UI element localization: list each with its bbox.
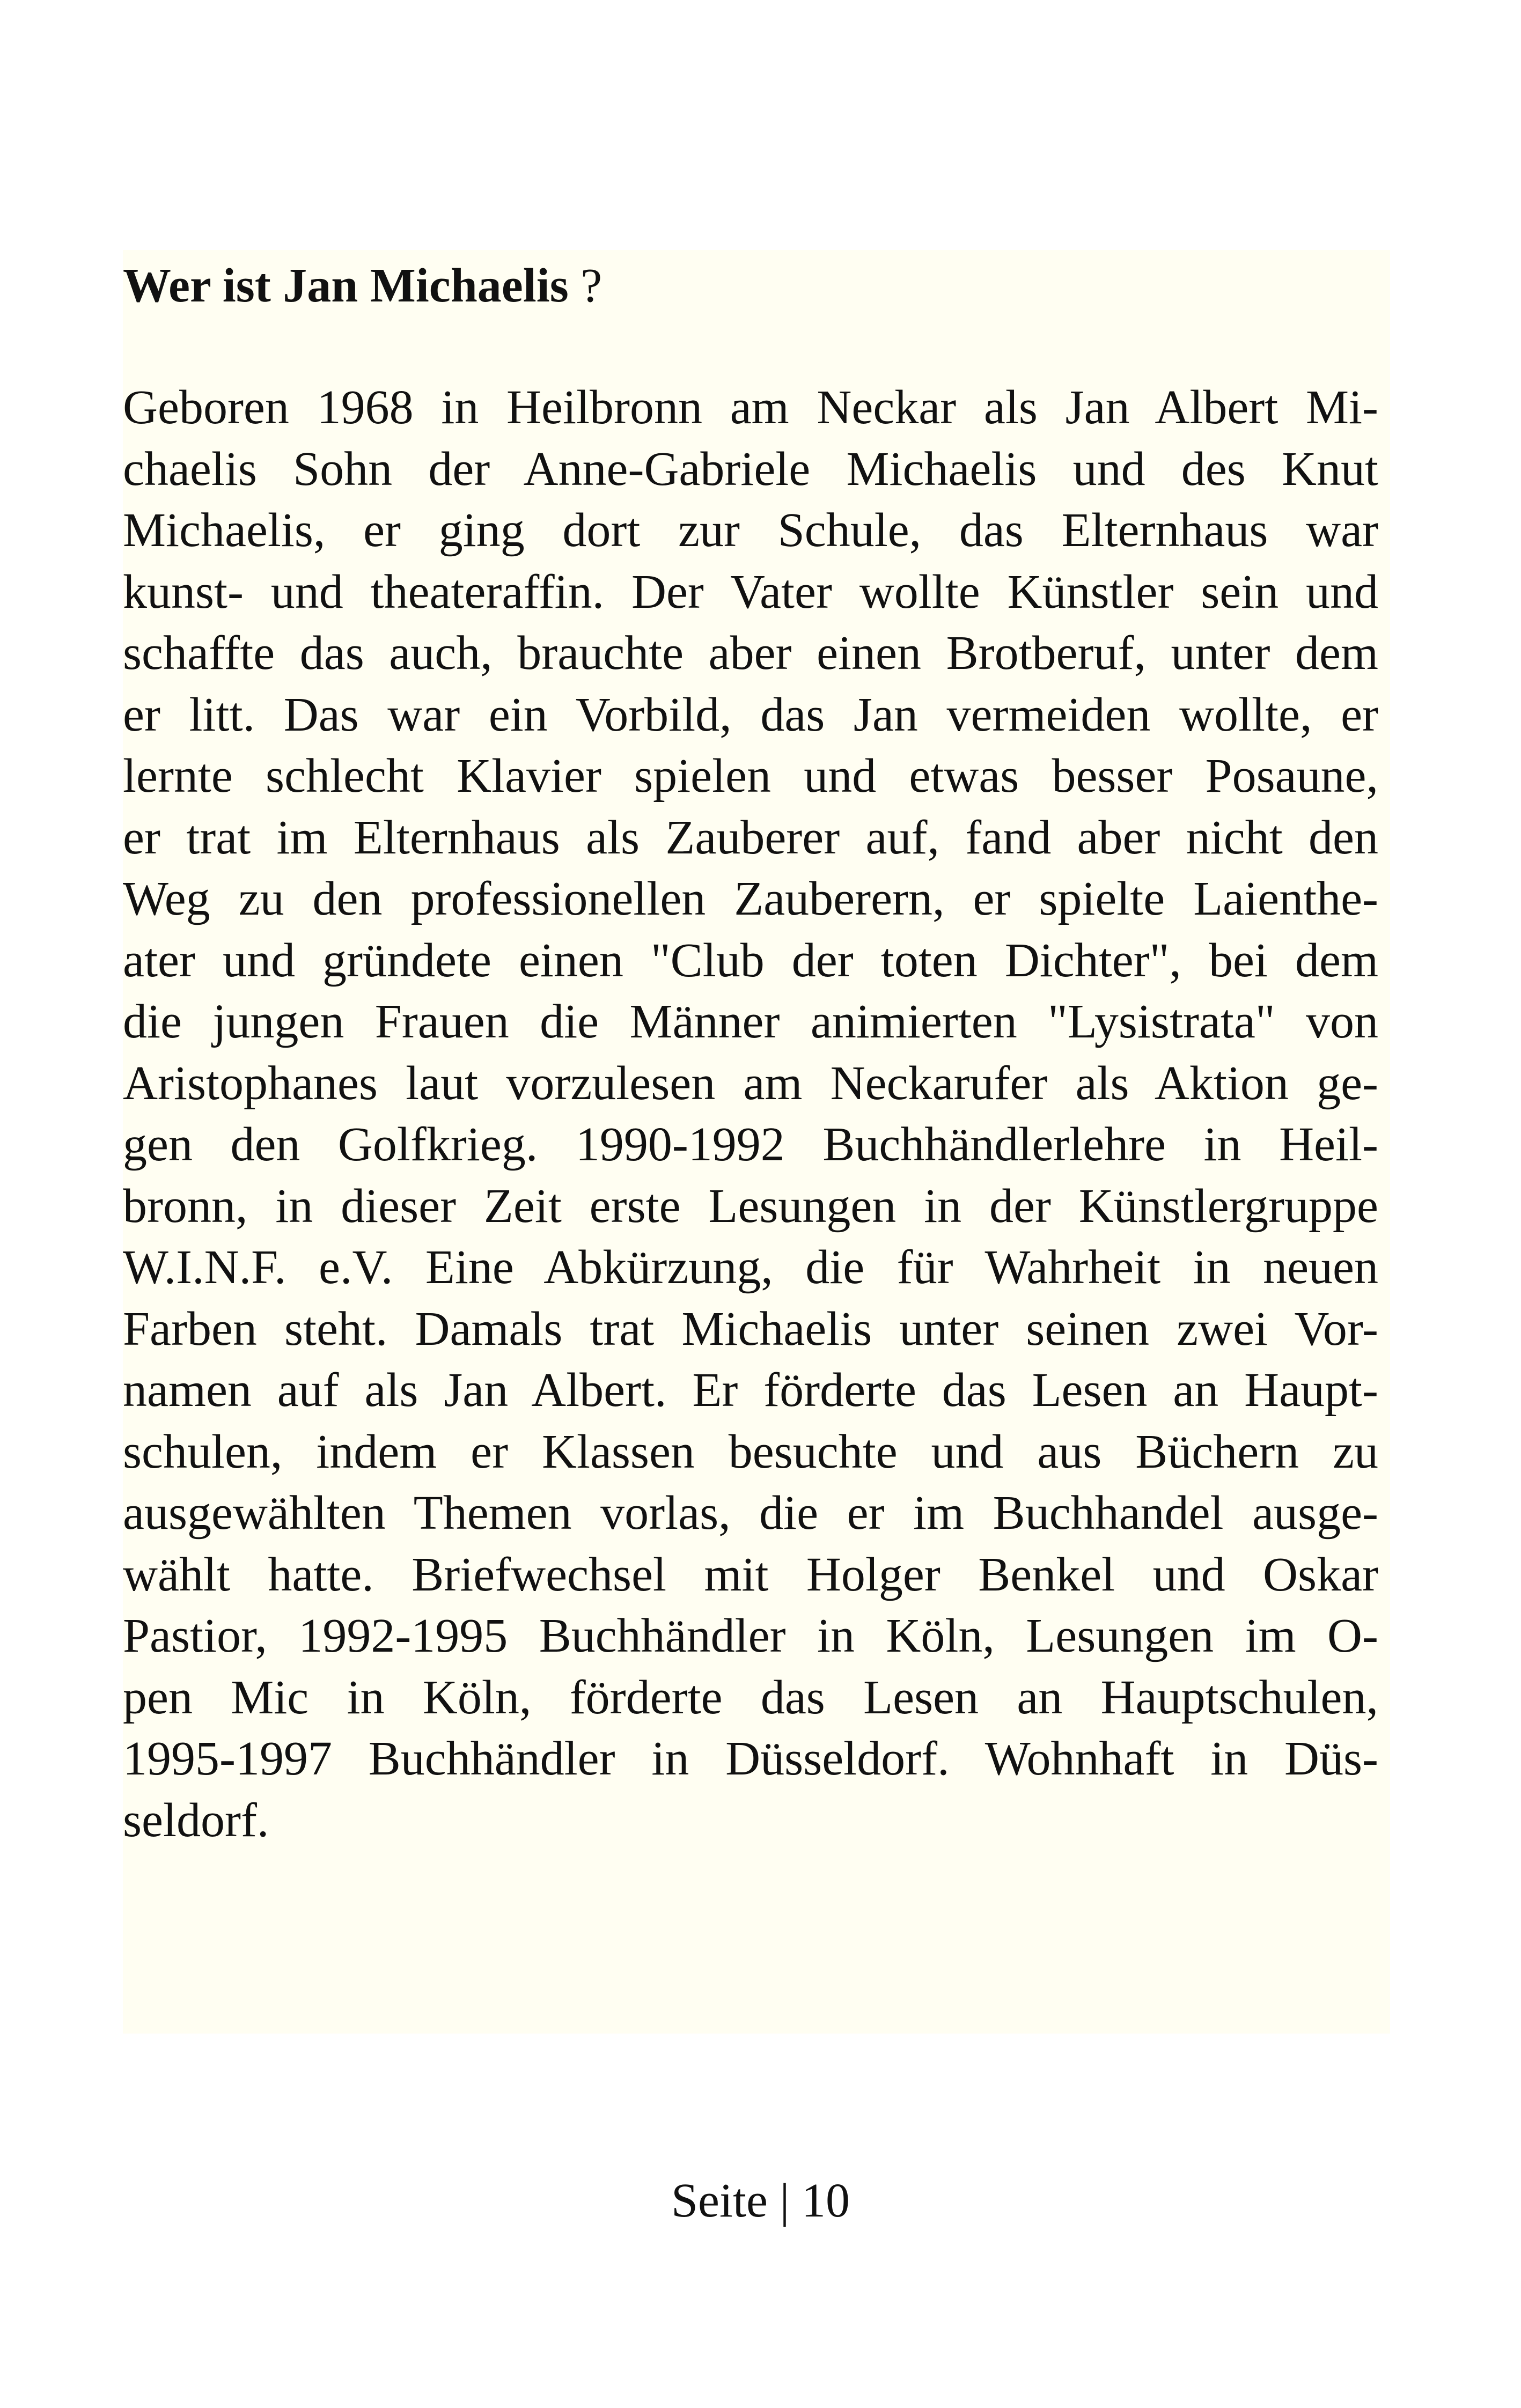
paragraph-line: lernte schlecht Klavier spielen und etwas besser Posaune, — [123, 749, 1378, 802]
paragraph-line: er trat im Elternhaus als Zauberer auf, fand aber nicht den — [123, 811, 1378, 864]
paragraph-line: wählt hatte. Briefwechsel mit Holger Benkel und Oskar — [123, 1548, 1378, 1601]
paragraph-line: 1995-1997 Buchhändler in Düsseldorf. Wohnhaft in Düs- — [123, 1732, 1378, 1785]
paragraph-line: W.I.N.F. e.V. Eine Abkürzung, die für Wahrheit in neuen — [123, 1241, 1378, 1294]
paragraph-line: seldorf. — [123, 1793, 269, 1847]
paragraph-line: Aristophanes laut vorzulesen am Neckarufer als Aktion ge- — [123, 1056, 1378, 1110]
paragraph-line: Geboren 1968 in Heilbronn am Neckar als Jan Albert Mi- — [123, 381, 1378, 434]
paragraph-line: ausgewählten Themen vorlas, die er im Buchhandel ausge- — [123, 1486, 1378, 1540]
paragraph-line: schulen, indem er Klassen besuchte und aus Büchern zu — [123, 1425, 1378, 1478]
paragraph-line: kunst- und theateraffin. Der Vater wollte Künstler sein und — [123, 565, 1378, 618]
page-heading — [123, 256, 602, 315]
paragraph-line: chaelis Sohn der Anne-Gabriele Michaelis und des Knut — [123, 442, 1378, 496]
paragraph-line: die jungen Frauen die Männer animierten "Lysistrata" von — [123, 995, 1378, 1048]
paragraph-line: namen auf als Jan Albert. Er förderte das Lesen an Haupt- — [123, 1364, 1378, 1417]
paragraph-line: Weg zu den professionellen Zauberern, er spielte Laienthe- — [123, 872, 1378, 925]
heading-name: Wer ist Jan Michaelis — [123, 259, 569, 312]
paragraph-line: gen den Golfkrieg. 1990-1992 Buchhändlerlehre in Heil- — [123, 1118, 1378, 1171]
paragraph-line: Pastior, 1992-1995 Buchhändler in Köln, Lesungen im O- — [123, 1609, 1378, 1662]
paragraph-line: schaffte das auch, brauchte aber einen Brotberuf, unter dem — [123, 627, 1378, 680]
paragraph-line: bronn, in dieser Zeit erste Lesungen in der Künstlergruppe — [123, 1179, 1378, 1233]
paragraph-line: er litt. Das war ein Vorbild, das Jan vermeiden wollte, er — [123, 688, 1378, 741]
paragraph-line: Farben steht. Damals trat Michaelis unter seinen zwei Vor- — [123, 1302, 1378, 1356]
paragraph-line: Michaelis, er ging dort zur Schule, das Elternhaus war — [123, 504, 1378, 557]
paragraph-line: ater und gründete einen "Club der toten Dichter", bei dem — [123, 933, 1378, 987]
page-content-area — [123, 250, 1390, 2034]
biography-paragraph — [123, 377, 1378, 1851]
heading-question-mark: ? — [568, 259, 602, 312]
paragraph-line: pen Mic in Köln, förderte das Lesen an Hauptschulen, — [123, 1670, 1378, 1724]
page-number-footer: Seite | 10 — [671, 2174, 850, 2227]
